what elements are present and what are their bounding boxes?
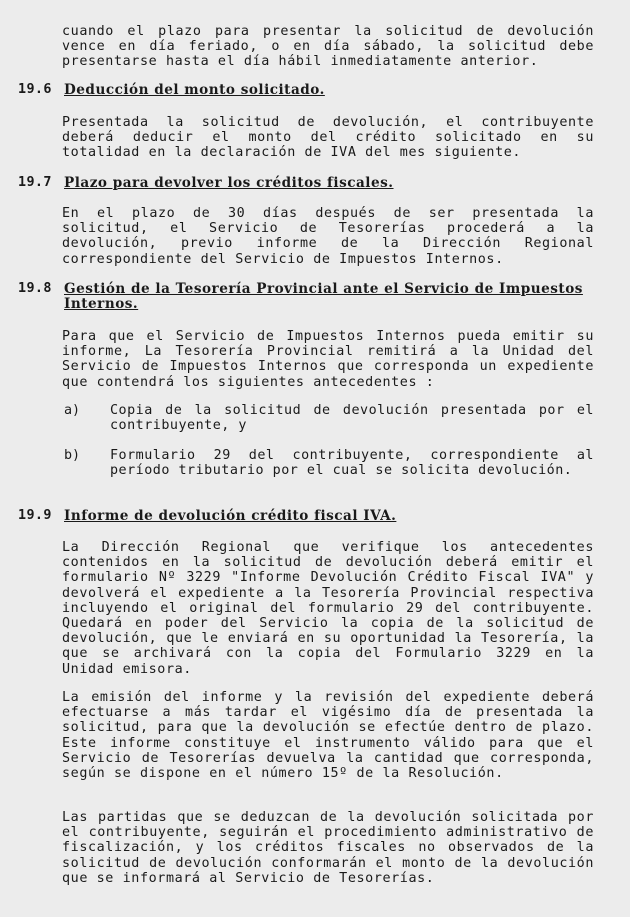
section-title-19-6: Deducción del monto solicitado. (64, 82, 325, 98)
section-title-19-7: Plazo para devolver los créditos fiscales. (64, 175, 394, 191)
section-19-9-paragraph-1: La Dirección Regional que verifique los antecedentes contenidos en la solicitud de devolución deberá emitir el formulario Nº 3229 "Informe Devolución Crédito Fiscal IVA" y devolverá el expediente a la Tesorería Provincial respectiva incluyendo el original del formulario 29 del contribuyente. Quedará en poder del Servicio la copia de la solicitud de devolución, que le enviará en su oportunidad la Tesorería, la que se archivará con la copia del Formulario 3229 en la Unidad emisora. (62, 540, 594, 677)
list-item-label-b: b) (64, 448, 81, 463)
section-19-9-paragraph-2: La emisión del informe y la revisión del expediente deberá efectuarse a más tardar el vigésimo día de presentada la solicitud, para que la devolución se efectúe dentro de plazo. Este informe constituye el instrumento válido para que el Servicio de Tesorerías devuelva la cantidad que corresponda, según se dispone en el número 15º de la Resolución. (62, 690, 594, 782)
list-item-text-b: Formulario 29 del contribuyente, correspondiente al período tributario por el cual se solicita devolución. (110, 448, 594, 479)
section-title-19-8: Gestión de la Tesorería Provincial ante el Servicio de Impuestos Internos. (64, 281, 583, 312)
section-19-7-paragraph: En el plazo de 30 días después de ser presentada la solicitud, el Servicio de Tesorerías procederá a la devolución, previo informe de la Dirección Regional correspondiente del Servicio de Impuestos Internos. (62, 206, 594, 267)
section-19-8-paragraph: Para que el Servicio de Impuestos Internos pueda emitir su informe, La Tesorería Provincial remitirá a la Unidad del Servicio de Impuestos Internos que corresponda un expediente que contendrá los siguientes antecedentes : (62, 329, 594, 390)
section-number-19-9: 19.9 (18, 508, 52, 523)
section-19-9-paragraph-3: Las partidas que se deduzcan de la devolución solicitada por el contribuyente, seguirán el procedimiento administrativo de fiscalización, y los créditos fiscales no observados de la solicitud de devolución conformarán el monto de la devolución que se informará al Servicio de Tesorerías. (62, 810, 594, 886)
section-number-19-7: 19.7 (18, 175, 52, 190)
section-19-6-paragraph: Presentada la solicitud de devolución, el contribuyente deberá deducir el monto del crédito solicitado en su totalidad en la declaración de IVA del mes siguiente. (62, 115, 594, 161)
list-item-text-a: Copia de la solicitud de devolución presentada por el contribuyente, y (110, 403, 594, 434)
list-item-label-a: a) (64, 403, 81, 418)
section-number-19-8: 19.8 (18, 281, 52, 296)
intro-paragraph: cuando el plazo para presentar la solicitud de devolución vence en día feriado, o en día sábado, la solicitud debe presentarse hasta el día hábil inmediatamente anterior. (62, 24, 594, 70)
section-title-19-9: Informe de devolución crédito fiscal IVA. (64, 508, 397, 524)
section-number-19-6: 19.6 (18, 82, 52, 97)
